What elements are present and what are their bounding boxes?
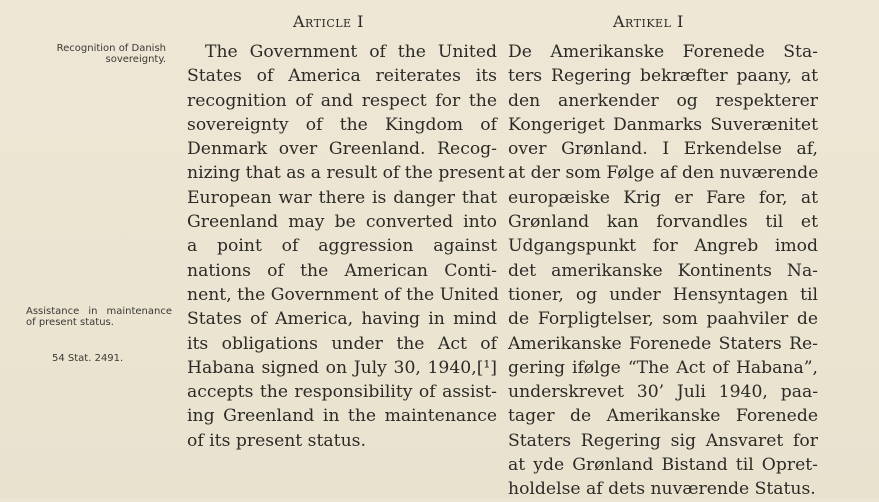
danish-line: tioner, og under Hensyntagen til bbox=[508, 284, 818, 305]
danish-line: gering ifølge “The Act of Habana”, bbox=[508, 357, 818, 378]
english-line: recognition of and respect for the bbox=[187, 90, 497, 111]
danish-line: Kongeriget Danmarks Suverænitet bbox=[508, 114, 818, 135]
english-line: nizing that as a result of the present bbox=[187, 163, 505, 184]
danish-line: den anerkender og respekterer bbox=[508, 90, 818, 111]
danish-line: over Grønland. I Erkendelse af, bbox=[508, 139, 818, 160]
english-line: Greenland may be converted into bbox=[187, 212, 497, 233]
english-line: Habana signed on July 30, 1940,[¹] bbox=[187, 357, 497, 378]
margin-note-statute-text: 54 Stat. 2491. bbox=[52, 353, 124, 364]
margin-note-recognition bbox=[26, 43, 166, 65]
english-line: States of America reiterates its bbox=[187, 66, 497, 87]
danish-line: underskrevet 30’ Juli 1940, paa- bbox=[508, 382, 818, 403]
danish-line: europæiske Krig er Fare for, at bbox=[508, 187, 818, 208]
english-line: nent, the Government of the United bbox=[187, 284, 499, 305]
danish-line: holdelse af dets nuværende Status. bbox=[508, 479, 816, 500]
danish-line: Staters Regering sig Ansvaret for bbox=[508, 430, 818, 451]
margin-note-recognition-text: Recognition of Danish sovereignty. bbox=[56, 43, 166, 65]
danish-line: Grønland kan forvandles til et bbox=[508, 212, 818, 233]
english-article-heading: Article I bbox=[293, 12, 364, 31]
danish-line: at yde Grønland Bistand til Opret- bbox=[508, 455, 818, 476]
english-line: Denmark over Greenland. Recog- bbox=[187, 139, 497, 160]
danish-line: det amerikanske Kontinents Na- bbox=[508, 260, 818, 281]
english-line: accepts the responsibility of assist- bbox=[187, 382, 497, 403]
english-line: ing Greenland in the maintenance bbox=[187, 406, 497, 427]
english-line: a point of aggression against bbox=[187, 236, 497, 257]
margin-note-assistance-text: Assistance in maintenance of present status. bbox=[26, 306, 172, 328]
danish-line: at der som Følge af den nuværende bbox=[508, 163, 819, 184]
english-line: nations of the American Conti- bbox=[187, 260, 497, 281]
english-line: States of America, having in mind bbox=[187, 309, 497, 330]
danish-column bbox=[508, 40, 818, 502]
english-line: The Government of the United bbox=[205, 42, 497, 62]
danish-line: tager de Amerikanske Forenede bbox=[508, 406, 818, 427]
margin-note-assistance bbox=[26, 306, 172, 328]
english-line: its obligations under the Act of bbox=[187, 333, 497, 354]
english-line: of its present status. bbox=[187, 430, 366, 451]
danish-line: Amerikanske Forenede Staters Re- bbox=[508, 333, 818, 354]
english-column bbox=[187, 40, 505, 453]
danish-line: Udgangspunkt for Angreb imod bbox=[508, 236, 818, 257]
danish-line: de Forpligtelser, som paahviler de bbox=[508, 309, 818, 330]
english-line: sovereignty of the Kingdom of bbox=[187, 114, 497, 135]
danish-article-heading: Artikel I bbox=[613, 12, 684, 31]
danish-line: De Amerikanske Forenede Sta- bbox=[508, 42, 818, 62]
margin-note-statute bbox=[52, 353, 123, 364]
danish-line: ters Regering bekræfter paany, at bbox=[508, 66, 818, 87]
english-line: European war there is danger that bbox=[187, 187, 497, 208]
